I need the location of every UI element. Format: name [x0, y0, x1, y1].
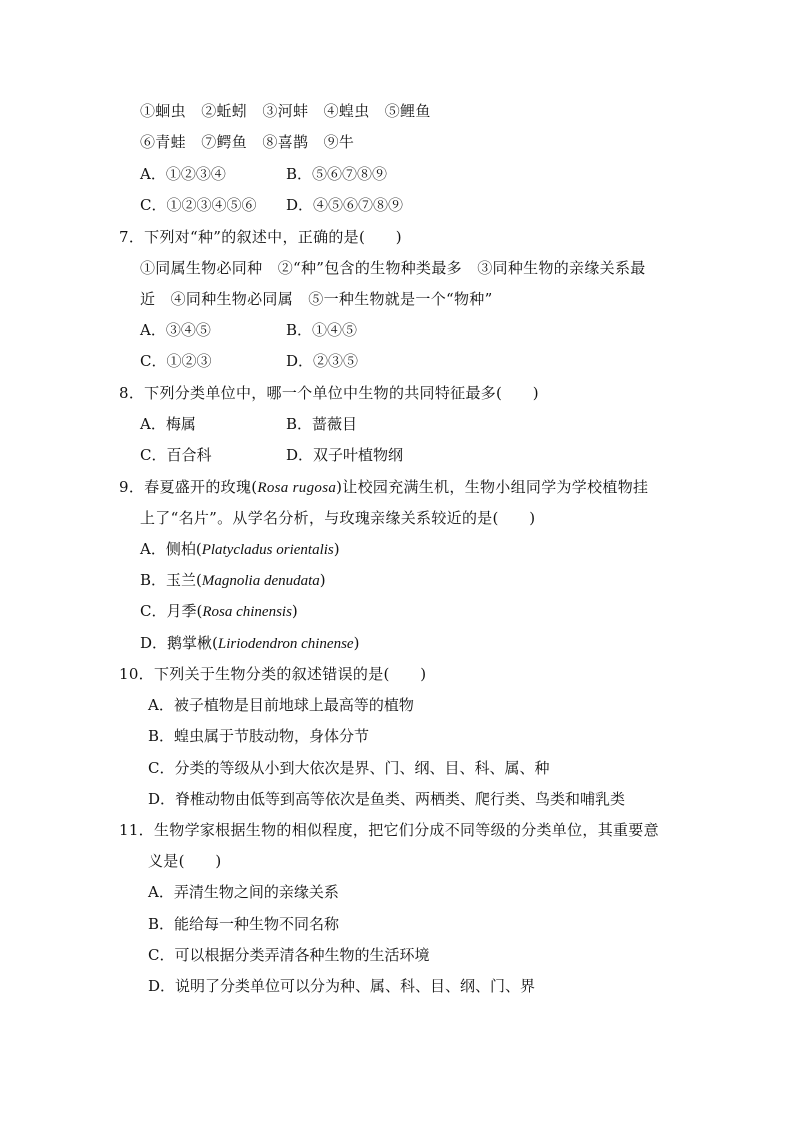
q9-option-d-suffix: ) [353, 634, 360, 652]
q9-option-c-latin: Rosa chinensis [202, 604, 292, 620]
q9-option-c-prefix: C．月季( [140, 602, 203, 620]
q10-stem: 10．下列关于生物分类的叙述错误的是( ) [119, 665, 427, 683]
q8-option-b: B．蔷薇目 [286, 415, 358, 433]
q9-option-a-prefix: A．侧柏( [140, 540, 202, 558]
q10-option-c: C．分类的等级从小到大依次是界、门、纲、目、科、属、种 [148, 759, 550, 777]
q6-option-d: D．④⑤⑥⑦⑧⑨ [286, 196, 404, 214]
q9-option-d-latin: Liriodendron chinense [217, 636, 354, 652]
q9-stem-part-a: 9．春夏盛开的玫瑰( [119, 478, 258, 496]
q7-stem: 7．下列对“种”的叙述中，正确的是( ) [119, 228, 402, 246]
q9-stem-latin: Rosa rugosa [257, 480, 337, 496]
q7-option-a: A．③④⑤ [140, 321, 211, 339]
q8-stem: 8．下列分类单位中，哪一个单位中生物的共同特征最多( ) [119, 384, 539, 402]
q6-option-c: C．①②③④⑤⑥ [140, 196, 257, 214]
q10-option-a: A．被子植物是目前地球上最高等的植物 [148, 696, 414, 714]
q10-option-b: B．蝗虫属于节肢动物，身体分节 [148, 727, 370, 745]
q8-option-c: C．百合科 [140, 446, 212, 464]
q9-stem-line-1 [119, 477, 648, 498]
q7-option-d: D．②③⑤ [286, 352, 359, 370]
q11-stem-line-2: 义是( ) [148, 852, 222, 870]
q11-option-c: C．可以根据分类弄清各种生物的生活环境 [148, 946, 430, 964]
q7-items-line-2: 近 ④同种生物必同属 ⑤一种生物就是一个“物种” [140, 290, 493, 308]
q9-option-b-suffix: ) [319, 571, 326, 589]
q9-option-b-prefix: B．玉兰( [140, 571, 202, 589]
q6-items-line-2: ⑥青蛙 ⑦鳄鱼 ⑧喜鹊 ⑨牛 [140, 133, 355, 151]
q9-stem-part-b: )让校园充满生机，生物小组同学为学校植物挂 [336, 478, 649, 496]
q9-option-a [140, 539, 340, 560]
q9-option-a-suffix: ) [333, 540, 340, 558]
q9-option-d [140, 633, 359, 654]
q9-option-c-suffix: ) [291, 602, 298, 620]
q9-option-b-latin: Magnolia denudata [201, 573, 320, 589]
q9-option-c [140, 601, 298, 622]
q11-option-d: D．说明了分类单位可以分为种、属、科、目、纲、门、界 [148, 977, 536, 995]
q9-option-a-latin: Platycladus orientalis [201, 542, 334, 558]
q9-stem-line-2: 上了“名片”。从学名分析，与玫瑰亲缘关系较近的是( ) [140, 509, 536, 527]
q9-option-d-prefix: D．鹅掌楸( [140, 634, 218, 652]
q11-option-b: B．能给每一种生物不同名称 [148, 915, 340, 933]
q8-option-a: A．梅属 [140, 415, 196, 433]
q11-option-a: A．弄清生物之间的亲缘关系 [148, 883, 339, 901]
q10-option-d: D．脊椎动物由低等到高等依次是鱼类、两栖类、爬行类、鸟类和哺乳类 [148, 790, 626, 808]
q9-option-b [140, 570, 326, 591]
q7-items-line-1: ①同属生物必同种 ②“种”包含的生物种类最多 ③同种生物的亲缘关系最 [140, 259, 646, 277]
q7-option-b: B．①④⑤ [286, 321, 358, 339]
q6-option-a: A．①②③④ [140, 165, 226, 183]
q6-option-b: B．⑤⑥⑦⑧⑨ [286, 165, 388, 183]
q7-option-c: C．①②③ [140, 352, 212, 370]
q6-items-line-1: ①蛔虫 ②蚯蚓 ③河蚌 ④蝗虫 ⑤鲤鱼 [140, 102, 431, 120]
q11-stem-line-1: 11．生物学家根据生物的相似程度，把它们分成不同等级的分类单位，其重要意 [119, 821, 659, 839]
q8-option-d: D．双子叶植物纲 [286, 446, 404, 464]
